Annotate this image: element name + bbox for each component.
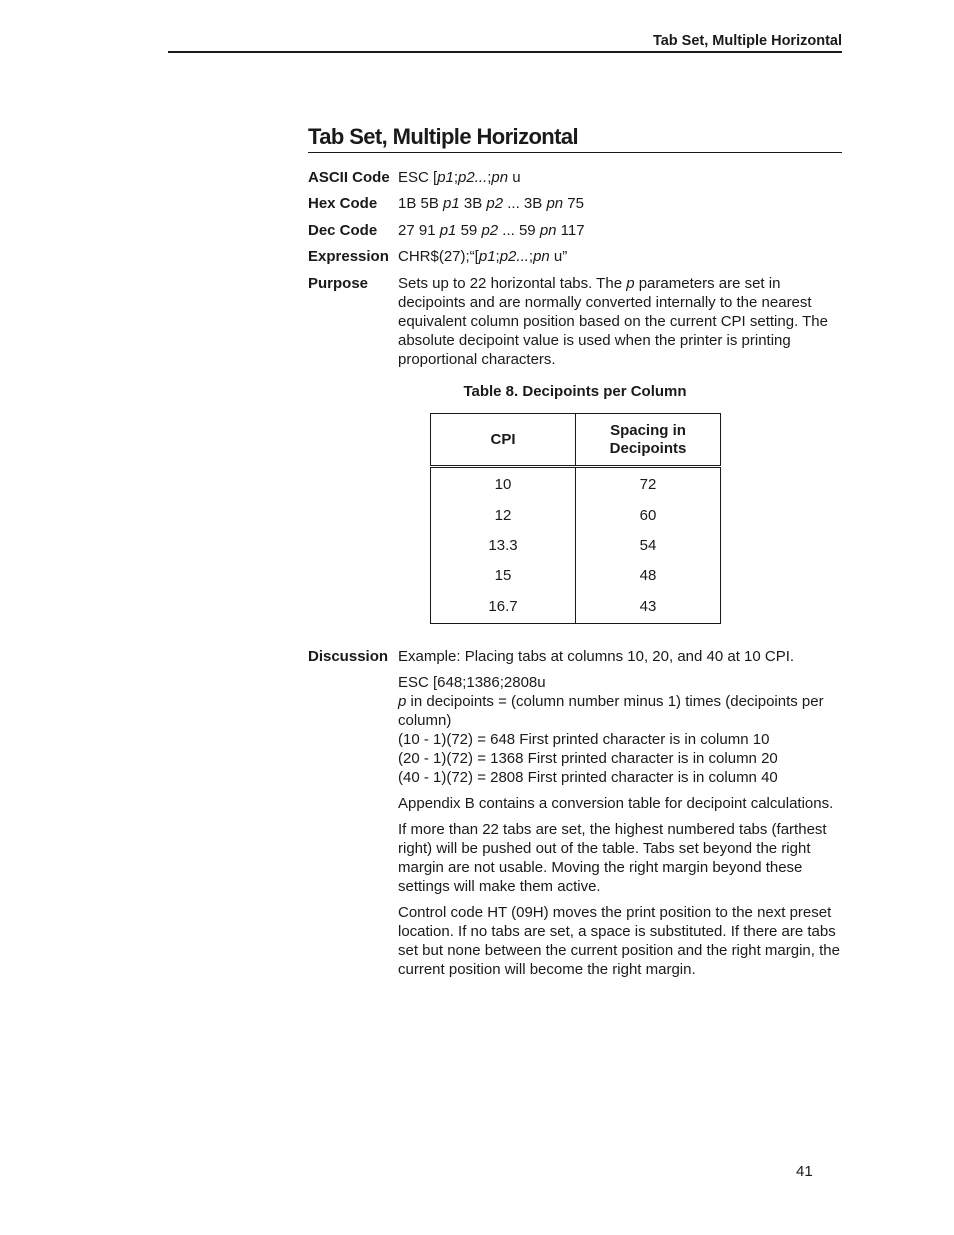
escape-sequence-example: ESC [648;1386;2808u	[398, 674, 546, 691]
ht-control-paragraph: Control code HT (09H) moves the print position to the next preset location. If no tabs are set, a space is substituted. If there are tabs set but none between the current position and the right margin, the current position will become the right margin.	[398, 904, 840, 978]
spacing-cell: 54	[576, 530, 721, 560]
calculation-line: (10 - 1)(72) = 648 First printed character is in column 10	[398, 731, 770, 748]
spacing-cell: 60	[576, 500, 721, 530]
dec-code-label: Dec Code	[308, 222, 378, 239]
spacing-cell: 48	[576, 560, 721, 590]
cpi-cell: 16.7	[431, 590, 576, 624]
expression-label: Expression	[308, 248, 389, 265]
page-number: 41	[796, 1163, 813, 1180]
table-row	[431, 560, 721, 590]
tab-overflow-paragraph: If more than 22 tabs are set, the highest numbered tabs (farthest right) will be pushed out of the table. Tabs set beyond the right margin are not usable. Moving the right margin beyond these settings will make them active.	[398, 821, 827, 895]
decipoint-formula: p in decipoints = (column number minus 1) times (decipoints per column)	[398, 693, 824, 729]
hex-code-label: Hex Code	[308, 195, 378, 212]
cpi-cell: 10	[431, 467, 576, 501]
section-title: Tab Set, Multiple Horizontal	[308, 124, 842, 153]
discussion-intro: Example: Placing tabs at columns 10, 20, and 40 at 10 CPI.	[398, 648, 795, 665]
cpi-cell: 15	[431, 560, 576, 590]
appendix-paragraph: Appendix B contains a conversion table for decipoint calculations.	[398, 795, 834, 812]
purpose-label: Purpose	[308, 275, 369, 292]
table-row	[431, 467, 721, 501]
calculation-line: (40 - 1)(72) = 2808 First printed character is in column 40	[398, 769, 778, 786]
ascii-code-value: ESC [p1;p2...;pn u	[398, 169, 521, 186]
cpi-cell: 13.3	[431, 530, 576, 560]
expression-value: CHR$(27);“[p1;p2...;pn u”	[398, 248, 568, 265]
table-row	[431, 500, 721, 530]
discussion-body	[398, 647, 842, 986]
ascii-code-label: ASCII Code	[308, 169, 390, 186]
cpi-column-header: CPI	[431, 414, 576, 467]
decipoints-table	[430, 413, 721, 624]
discussion-label: Discussion	[308, 648, 389, 665]
purpose-text: Sets up to 22 horizontal tabs. The p parameters are set in decipoints and are normally converted internally to the nearest equivalent column position based on the current CPI setting. The absolute decipoint value is used when the printer is printing proportional characters.	[398, 275, 828, 368]
dec-code-value: 27 91 p1 59 p2 ... 59 pn 117	[398, 222, 585, 239]
spacing-cell: 72	[576, 467, 721, 501]
table-caption: Table 8. Decipoints per Column	[463, 383, 687, 400]
table-row	[431, 590, 721, 624]
spacing-column-header: Spacing in Decipoints	[576, 414, 721, 467]
table-row	[431, 530, 721, 560]
calculation-line: (20 - 1)(72) = 1368 First printed character is in column 20	[398, 750, 778, 767]
table-header-row	[431, 414, 721, 467]
spacing-cell: 43	[576, 590, 721, 624]
running-header: Tab Set, Multiple Horizontal	[168, 33, 842, 53]
cpi-cell: 12	[431, 500, 576, 530]
hex-code-value: 1B 5B p1 3B p2 ... 3B pn 75	[398, 195, 584, 212]
